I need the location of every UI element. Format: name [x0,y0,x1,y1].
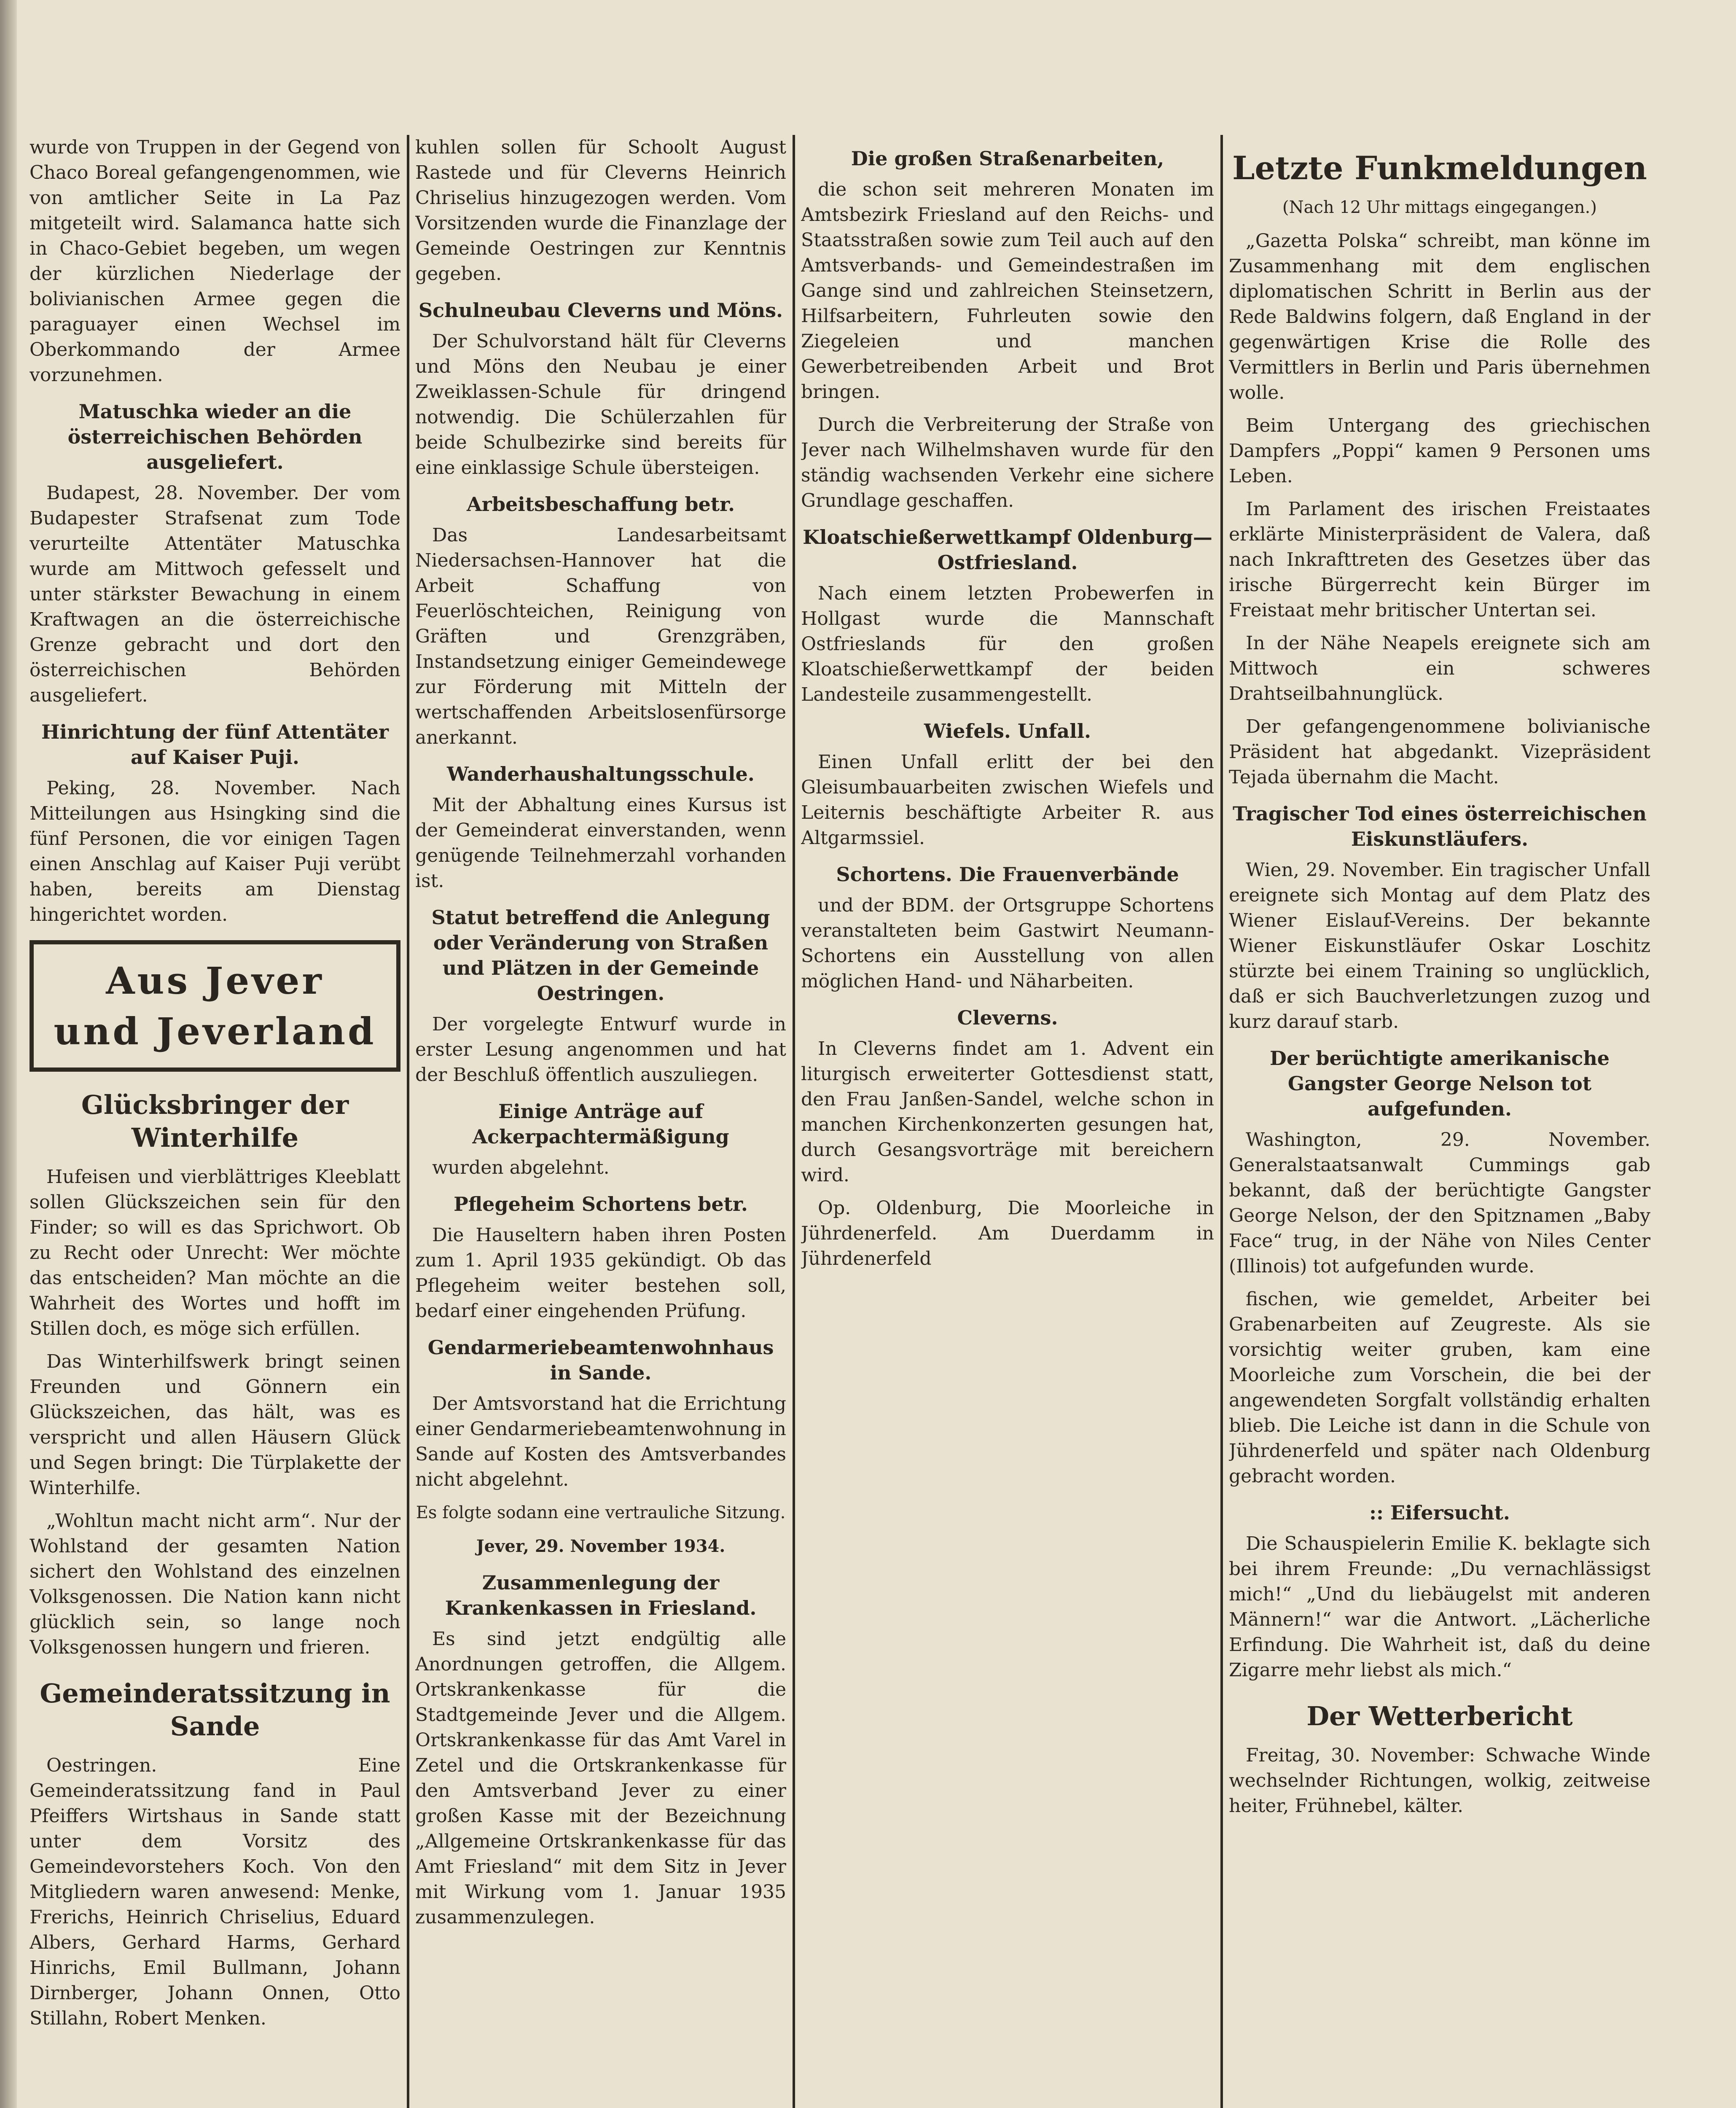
article-text: Hufeisen und vierblättriges Kleeblatt sollen Glückszeichen sein für den Finder; so will es das Sprichwort. Ob zu Recht oder Unrecht: Wer möchte das entscheiden? Man möchte an die Wahrheit des Wortes und hofft im Stillen doch, es möge sich erfüllen. [30,1166,400,1339]
article-text: In Cleverns findet am 1. Advent ein liturgisch erweiterter Gottesdienst statt, den Frau Janßen-Sandel, welche schon in manchen Kirchenkonzerten gesungen hat, durch Gesangsvorträge mit bereichern wird. [801,1038,1214,1186]
article-text: In der Nähe Neapels ereignete sich am Mittwoch ein schweres Drahtseilbahnunglück. [1229,632,1650,704]
article-text: Einen Unfall erlitt der bei den Gleisumbauarbeiten zwischen Wiefels und Leiternis beschäftigte Arbeiter R. aus Altgarmssiel. [801,751,1214,849]
article-heading: Schulneubau Cleverns und Möns. [418,299,783,322]
section-masthead: Letzte Funkmeldungen [1232,149,1647,187]
article-heading: Wiefels. Unfall. [924,720,1091,742]
article-text: Die Schauspielerin Emilie K. beklagte sich bei ihrem Freunde: „Du vernachlässigst mich!“ „Und du liebäugelst mit anderen Männern!“ war die Antwort. „Lächerliche Erfindung. Die Wahrheit ist, daß du deine Zigarre mehr liebst als mich.“ [1229,1533,1650,1681]
column-1 [30,135,400,2108]
article-text: Es sind jetzt endgültig alle Anordnungen getroffen, die Allgem. Ortskrankenkasse für die Stadtgemeinde Jever und die Allgem. Ortskrankenkasse für das Amt Varel in Zetel und die Ortskrankenkasse für den Amtsverband Jever zu einer großen Kasse mit der Bezeichnung „Allgemeine Ortskrankenkasse für das Amt Friesland“ mit dem Sitz in Jever mit Wirkung vom 1. Januar 1935 zusammenzulegen. [415,1628,786,1928]
article-heading: Die großen Straßenarbeiten, [851,147,1164,170]
column-2 [415,135,786,2108]
article-text: wurde von Truppen in der Gegend von Chaco Boreal gefangengenommen, wie von amtlicher Seite in La Paz mitgeteilt wird. Salamanca hatte sich in Chaco-Gebiet begeben, um wegen der kürzlichen Niederlage der bolivianischen Armee gegen die paraguayer einen Wechsel im Oberkommando der Armee vorzunehmen. [30,137,400,386]
article-heading: Gendarmeriebeamtenwohnhaus in Sande. [427,1336,774,1384]
article-heading: Statut betreffend die Anlegung oder Veränderung von Straßen und Plätzen in der Gemeinde Oestringen. [431,906,770,1005]
column-rule [793,135,795,2108]
article-text: Budapest, 28. November. Der vom Budapester Strafsenat zum Tode verurteilte Attentäter Matuschka wurde am Mittwoch gefesselt und unter stärkster Bewachung in einem Kraftwagen an die österreichische Grenze gebracht und dort den österreichischen Behörden ausgeliefert. [30,482,400,706]
article-text: Washington, 29. November. Generalstaatsanwalt Cummings gab bekannt, daß der berüchtigte Gangster George Nelson, der den Spitznamen „Baby Face“ trug, in der Nähe von Niles Center (Illinois) tot aufgefunden wurde. [1229,1129,1650,1277]
article-headline: Glücksbringer der Winterhilfe [81,1089,349,1153]
article-text: Der vorgelegte Entwurf wurde in erster Lesung angenommen und hat der Beschluß öffentlich auszuliegen. [415,1014,786,1086]
article-heading: Einige Anträge auf Ackerpachtermäßigung [472,1100,729,1148]
article-text: Das Winterhilfswerk bringt seinen Freunden und Gönnern ein Glückszeichen, das hält, was es verspricht und allen Häusern Glück und Segen bringt: Die Türplakette der Winterhilfe. [30,1351,400,1499]
closing-note: Es folgte sodann eine vertrauliche Sitzung. [416,1503,786,1522]
article-text: Nach einem letzten Probewerfen in Hollgast wurde die Mannschaft Ostfrieslands für den großen Kloatschießerwettkampf der beiden Landesteile zusammengestellt. [801,583,1214,705]
article-heading: Arbeitsbeschaffung betr. [466,493,735,516]
article-headline: Der Wetterbericht [1306,1701,1573,1732]
column-rule [407,135,409,2108]
article-heading: Kloatschießerwettkampf Oldenburg—Ostfriesland. [803,526,1212,574]
column-3 [801,135,1214,2108]
article-heading: Tragischer Tod eines österreichischen Eiskunstläufers. [1233,802,1647,850]
article-text: Freitag, 30. November: Schwache Winde wechselnder Richtungen, wolkig, zeitweise heiter, Frühnebel, kälter. [1229,1745,1650,1817]
section-banner-line: und Jeverland [54,1009,376,1053]
section-banner [30,940,400,1072]
article-heading: Der berüchtigte amerikanische Gangster George Nelson tot aufgefunden. [1269,1047,1610,1120]
article-text: „Gazetta Polska“ schreibt, man könne im Zusammenhang mit dem englischen diplomatischen Schritt in Berlin aus der Rede Baldwins folgern, daß England in der gegenwärtigen Krise die Rolle des Vermittlers in Berlin und Paris übernehmen wolle. [1229,230,1650,403]
article-text: die schon seit mehreren Monaten im Amtsbezirk Friesland auf den Reichs- und Staatsstraßen sowie zum Teil auch auf den Amtsverbands- und Gemeindestraßen im Gange sind und zahlreichen Steinsetzern, Hilfsarbeitern, Fuhrleuten sowie den Ziegeleien und manchen Gewerbetreibenden Arbeit und Brot bringen. [801,179,1214,403]
article-heading: Pflegeheim Schortens betr. [454,1193,748,1215]
article-text: Mit der Abhaltung eines Kursus ist der Gemeinderat einverstanden, wenn genügende Teilnehmerzahl vorhanden ist. [415,794,786,892]
column-4 [1229,135,1650,2108]
section-masthead-sub: (Nach 12 Uhr mittags eingegangen.) [1282,198,1597,217]
dateline: Jever, 29. November 1934. [476,1536,726,1556]
article-heading: Zusammenlegung der Krankenkassen in Friesland. [445,1571,757,1619]
article-text: Das Landesarbeitsamt Niedersachsen-Hannover hat die Arbeit Schaffung von Feuerlöschteichen, Reinigung von Gräften und Grenzgräben, Instandsetzung einiger Gemeindewege zur Förderung mit Mitteln der wertschaffenden Arbeitslosenfürsorge anerkannt. [415,524,786,748]
article-text: Die Hauseltern haben ihren Posten zum 1. April 1935 gekündigt. Ob das Pflegeheim weiter bestehen soll, bedarf einer eingehenden Prüfung. [415,1224,786,1322]
article-text: fischen, wie gemeldet, Arbeiter bei Grabenarbeiten auf Zeugreste. Als sie vorsichtig weiter gruben, kam eine Moorleiche zum Vorschein, die bei der angewendeten Sorgfalt vollständig erhalten blieb. Die Leiche ist dann in die Schule von Jührdenerfeld und später nach Oldenburg gebracht worden. [1229,1288,1650,1487]
article-text: Oestringen. Eine Gemeinderatssitzung fand in Paul Pfeiffers Wirtshaus in Sande statt unter dem Vorsitz des Gemeindevorstehers Koch. Von den Mitgliedern waren anwesend: Menke, Frerichs, Heinrich Chriselius, Eduard Albers, Gerhard Harms, Gerhard Hinrichs, Emil Bullmann, Johann Dirnberger, Johann Onnen, Otto Stillahn, Robert Menken. [30,1755,400,2029]
article-heading: :: Eifersucht. [1369,1501,1510,1524]
article-text: Im Parlament des irischen Freistaates erklärte Ministerpräsident de Valera, daß nach Inkrafttreten des Gesetzes über das irische Bürgerrecht kein Bürger im Freistaat mehr britischer Untertan sei. [1229,498,1650,621]
article-heading: Cleverns. [957,1006,1058,1029]
article-text: kuhlen sollen für Schoolt August Rastede und für Cleverns Heinrich Chriselius hinzugezogen werden. Vom Vorsitzenden wurde die Finanzlage der Gemeinde Oestringen zur Kenntnis gegeben. [415,137,786,285]
article-text: wurden abgelehnt. [432,1157,610,1178]
article-text: Der gefangengenommene bolivianische Präsident hat abgedankt. Vizepräsident Tejada übernahm die Macht. [1229,716,1650,788]
column-rule [1220,135,1223,2108]
article-text: „Wohltun macht nicht arm“. Nur der Wohlstand der gesamten Nation sichert den Wohlstand des einzelnen Volksgenossen. Die Nation kann nicht glücklich sein, so lange noch Volksgenossen hungern und frieren. [30,1510,400,1658]
article-text: Durch die Verbreiterung der Straße von Jever nach Wilhelmshaven wurde für den ständig wachsenden Verkehr eine sichere Grundlage geschaffen. [801,414,1214,511]
section-banner-line: Aus Jever [106,959,324,1003]
article-text: und der BDM. der Ortsgruppe Schortens veranstalteten beim Gastwirt Neumann-Schortens ein Ausstellung von allen möglichen Hand- und Näharbeiten. [801,895,1214,992]
article-text: Beim Untergang des griechischen Dampfers „Poppi“ kamen 9 Personen ums Leben. [1229,415,1650,487]
article-heading: Wanderhaushaltungsschule. [447,763,755,785]
article-heading: Schortens. Die Frauenverbände [836,863,1179,886]
article-text: Der Schulvorstand hält für Cleverns und Möns den Neubau je einer Zweiklassen-Schule für dringend notwendig. Die Schülerzahlen für beide Schulbezirke sind bereits für eine einklassige Schule übersteigen. [415,331,786,479]
article-heading: Matuschka wieder an die österreichischen Behörden ausgeliefert. [67,400,363,473]
article-headline: Gemeinderatssitzung in Sande [40,1678,390,1742]
article-text: Wien, 29. November. Ein tragischer Unfall ereignete sich Montag auf dem Platz des Wiener Eislauf-Vereins. Der bekannte Wiener Eiskunstläufer Oskar Loschitz stürzte bei einem Training so unglücklich, daß er sich Bauchverletzungen zuzog und kurz darauf starb. [1229,859,1650,1032]
article-heading: Hinrichtung der fünf Attentäter auf Kaiser Puji. [41,721,389,769]
article-text: Op. Oldenburg, Die Moorleiche in Jührdenerfeld. Am Duerdamm in Jührdenerfeld [801,1197,1214,1269]
binding-gutter [0,0,17,2108]
article-text: Der Amtsvorstand hat die Errichtung einer Gendarmeriebeamtenwohnung in Sande auf Kosten des Amtsverbandes nicht abgelehnt. [415,1393,786,1490]
article-text: Peking, 28. November. Nach Mitteilungen aus Hsingking sind die fünf Personen, die vor einigen Tagen einen Anschlag auf Kaiser Puji verübt haben, bereits am Dienstag hingerichtet worden. [30,777,400,925]
